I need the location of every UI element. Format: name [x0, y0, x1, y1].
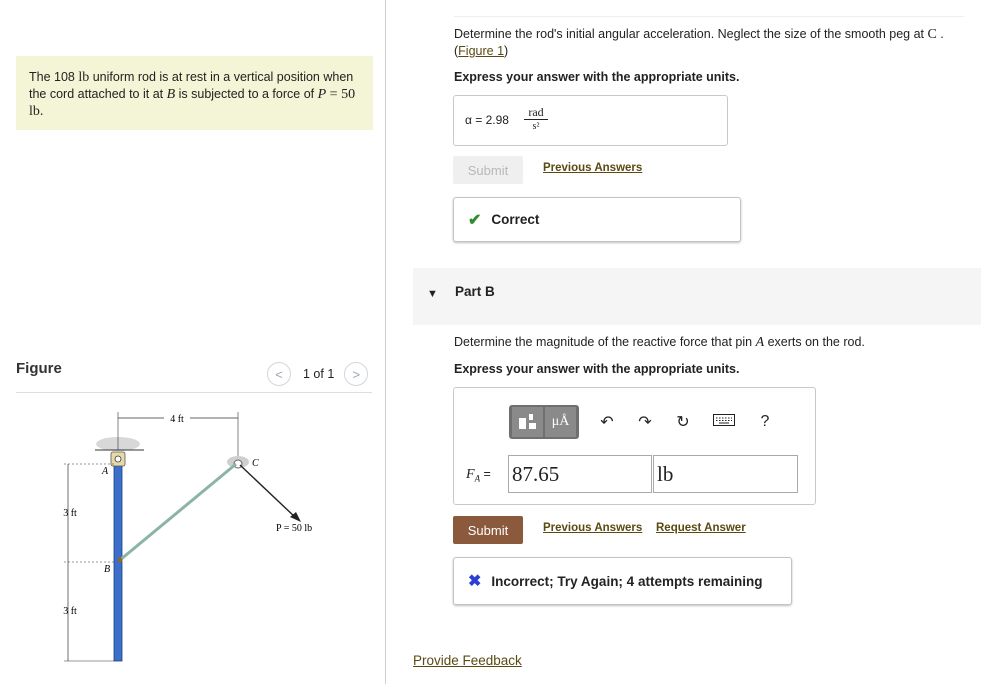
paren-open: (	[454, 44, 459, 58]
template-icon[interactable]	[512, 407, 543, 437]
figure-link[interactable]: Figure 1	[458, 44, 505, 58]
fa-label	[466, 467, 491, 484]
right-panel	[386, 0, 981, 684]
figure-nav	[267, 362, 368, 386]
label-b: B	[104, 564, 111, 575]
part-b-header[interactable]	[413, 268, 981, 325]
part-a-feedback	[453, 197, 741, 242]
fa-var: F	[466, 467, 475, 482]
part-a-peg: C	[927, 27, 937, 42]
units-button[interactable]: μÅ	[545, 407, 576, 437]
problem-value: = 50 lb.	[29, 87, 356, 119]
height-label-2: 3 ft	[63, 606, 77, 617]
figure-next-button[interactable]: >	[344, 362, 368, 386]
part-b-answer-box	[453, 387, 816, 505]
force-label: P = 50 lb	[276, 523, 313, 534]
part-b-question	[454, 335, 865, 351]
x-icon: ✖	[468, 573, 482, 590]
alpha-value: 2.98	[485, 113, 509, 127]
redo-icon[interactable]: ↷	[638, 414, 652, 431]
problem-statement	[16, 56, 373, 130]
figure-counter: 1 of 1	[303, 367, 335, 381]
part-a-question	[454, 26, 974, 60]
keyboard-icon[interactable]	[711, 413, 737, 431]
help-icon[interactable]: ?	[760, 413, 770, 430]
collapse-triangle-icon[interactable]: ▼	[427, 288, 438, 300]
label-c: C	[252, 458, 259, 469]
toolbar-group	[509, 405, 579, 439]
answer-label-wrap	[465, 113, 509, 127]
dim-width-label: 4 ft	[170, 414, 184, 425]
problem-text: The 108	[29, 70, 79, 84]
part-a-submit-button[interactable]: Submit	[453, 156, 523, 184]
figure-divider	[16, 392, 372, 393]
part-b-question-end: exerts on the rod.	[764, 335, 865, 349]
rod-figure	[40, 400, 340, 670]
request-answer-link[interactable]: Request Answer	[656, 522, 746, 534]
undo-icon[interactable]: ↶	[600, 414, 614, 431]
part-a-previous-answers-link[interactable]: Previous Answers	[543, 162, 643, 174]
label-a: A	[102, 466, 109, 477]
fa-value-input[interactable]: 87.65	[508, 455, 652, 493]
problem-text: is subjected to a force of	[175, 87, 318, 101]
alpha-label: α =	[465, 113, 486, 127]
paren-close: )	[504, 44, 509, 58]
part-a-period: .	[936, 27, 944, 41]
part-b-feedback	[453, 557, 792, 605]
unit-denominator: s²	[532, 121, 540, 132]
part-b-instruction: Express your answer with the appropriate units.	[454, 362, 740, 376]
part-b-submit-button[interactable]: Submit	[453, 516, 523, 544]
figure-title: Figure	[16, 360, 62, 377]
part-a-question-text: Determine the rod's initial angular acceleration. Neglect the size of the smooth peg at	[454, 27, 928, 41]
part-a-instruction: Express your answer with the appropriate units.	[454, 70, 740, 84]
top-divider	[454, 16, 964, 17]
feedback-incorrect-text: Incorrect; Try Again; 4 attempts remaining	[491, 573, 763, 589]
problem-point-b: B	[166, 87, 176, 102]
part-a-answer-box	[453, 95, 728, 146]
problem-var-p: P	[317, 87, 327, 102]
feedback-correct-text: Correct	[491, 212, 540, 227]
ceiling-support	[95, 437, 144, 451]
part-b-title: Part B	[455, 284, 495, 299]
provide-feedback-link[interactable]: Provide Feedback	[413, 653, 522, 668]
part-b-previous-answers-link[interactable]: Previous Answers	[543, 522, 643, 534]
problem-text: uniform rod is at rest in a vertical position when the cord attached to it at	[29, 70, 354, 101]
fa-eq: =	[480, 467, 491, 481]
part-b-question-text: Determine the magnitude of the reactive force that pin	[454, 335, 756, 349]
math-toolbar	[509, 405, 775, 439]
fa-sub: A	[474, 473, 481, 484]
alpha-unit	[524, 106, 548, 133]
left-panel	[0, 0, 386, 684]
problem-unit: lb	[78, 70, 90, 85]
checkmark-icon: ✔	[468, 211, 482, 229]
reset-icon[interactable]: ↻	[676, 414, 690, 431]
part-b-pin: A	[755, 335, 765, 350]
figure-prev-button[interactable]: <	[267, 362, 291, 386]
fa-unit-input[interactable]: lb	[653, 455, 798, 493]
unit-numerator: rad	[524, 106, 548, 120]
cord	[120, 464, 236, 560]
height-label-1: 3 ft	[63, 508, 77, 519]
